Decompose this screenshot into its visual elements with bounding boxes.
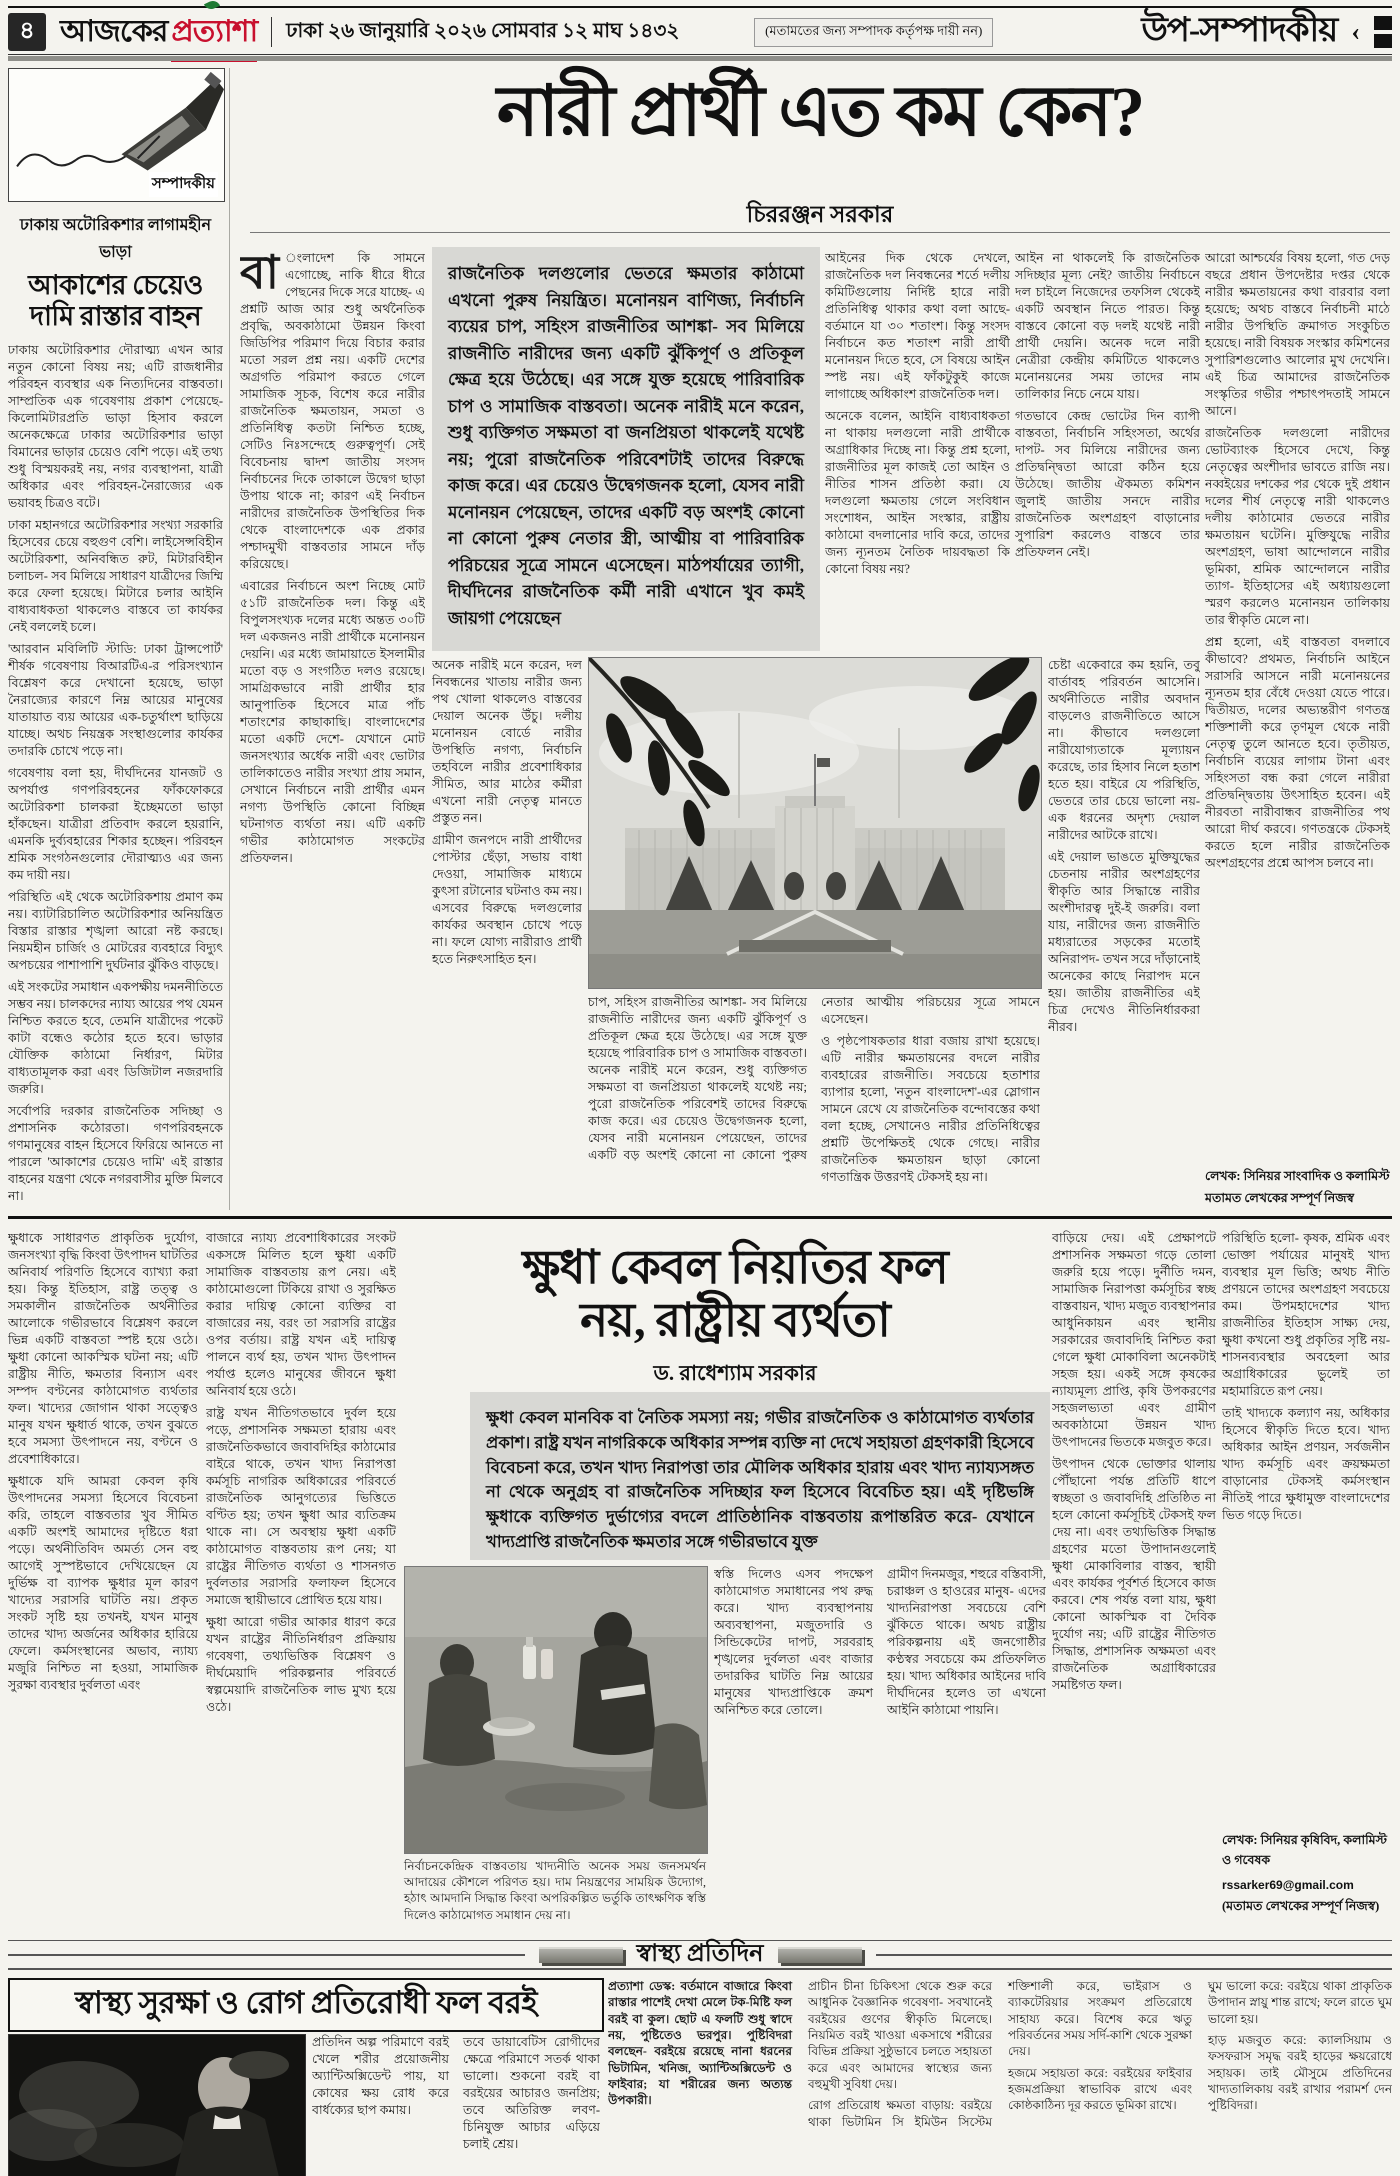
streetfood-photo [404,1566,708,1854]
bar-decor-left-icon [539,1947,623,1963]
editorial-column [8,68,230,1210]
health-section-label: স্বাস্থ্য প্রতিদিন [636,1940,764,1967]
dateline: ঢাকা ২৬ জানুয়ারি ২০২৬ সোমবার ১২ মাঘ ১৪৩২ [286,19,680,42]
masthead-rule-thin [8,54,1392,55]
health-paras: প্রাচীন চীনা চিকিৎসা থেকে শুরু করে আধুনিক বৈজ্ঞানিক গবেষণা- সবখানেই বরইয়ের গুণের স্বীকৃতি মিলেছে। নিয়মিত বরই খাওয়া একসাথে শরীরের বিভিন্ন প্রক্রিয়া সুষ্ঠুভাবে চলতে সহায়তা করে এবং আমাদের স্বাস্থ্যের জন্য বহুমুখী সুবিধা দেয়। রোগ প্রতিরোধ ক্ষমতা বাড়ায়: বরইয়ে থাকা ভিটামিন সি ইমিউন সিস্টেম শক্তিশালী করে, ভাইরাস ও ব্যাকটেরিয়ার সংক্রমণ প্রতিরোধে সাহায্য করে। বিশেষ করে ঋতু পরিবর্তনের সময় সর্দি-কাশি থেকে সুরক্ষা দেয়। হজমে সহায়তা করে: বরইয়ের ফাইবার হজমপ্রক্রিয়া স্বাভাবিক রাখে এবং কোষ্ঠকাঠিন্য দূর করতে ভূমিকা রাখে। ঘুম ভালো করে: বরইয়ে থাকা প্রাকৃতিক উপাদান স্নায়ু শান্ত রাখে; ফলে রাতে ঘুম ভালো হয়। হাড় মজবুত করে: ক্যালসিয়াম ও ফসফরাস সমৃদ্ধ বরই হাড়ের ক্ষয়রোধে সহায়ক। তাই মৌসুমে প্রতিদিনের খাদ্যতালিকায় বরই রাখার পরামর্শ দেন পুষ্টিবিদরা। [808,1979,1392,2129]
article1-pullquote: রাজনৈতিক দলগুলোর ভেতরে ক্ষমতার কাঠামো এখনো পুরুষ নিয়ন্ত্রিত। মনোনয়ন বাণিজ্য, নির্বাচনি ব্যয়ের চাপ, সহিংস রাজনীতির আশঙ্কা- সব মিলিয়ে রাজনীতি নারীদের জন্য একটি ঝুঁকিপূর্ণ ও প্রতিকূল ক্ষেত্র হয়ে উঠেছে। এর সঙ্গে যুক্ত হয়েছে পারিবারিক চাপ ও সামাজিক বাস্তবতা। অনেক নারীই মনে করেন, শুধু ব্যক্তিগত সক্ষমতা বা জনপ্রিয়তা থাকলেই যথেষ্ট নয়; পুরো রাজনৈতিক পরিবেশটাই তাদের বিরুদ্ধে কাজ করে। এর চেয়েও উদ্বেগজনক হলো, যেসব নারী মনোনয়ন পেয়েছেন, তাদের একটি বড় অংশই কোনো না কোনো পুরুষ নেতার স্ত্রী, আত্মীয় বা পারিবারিক পরিচয়ের সূত্রে সামনে এসেছেন। মাঠপর্যায়ের ত্যাগী, দীর্ঘদিনের রাজনৈতিক কর্মী নারী এখানে খুব কমই জায়গা পেয়েছেন [432,247,820,651]
streetfood-caption: নির্বাচনকেন্দ্রিক বাস্তবতায় খাদ্যনীতি অনেক সময় জনসমর্থন আদায়ের কৌশলে পরিণত হয়। দাম নিয়ন্ত্রণের সাময়িক উদ্যোগ, হঠাৎ আমদানি সিদ্ধান্ত কিংবা অপরিকল্পিত ভর্তুকি তাৎক্ষণিক স্বস্তি দিলেও কাঠামোগত সমাধান দেয় না। [404,1859,706,1922]
masthead-divider [271,17,272,47]
article2-right1: বাড়িয়ে দেয়। এই প্রেক্ষাপটে প্রশাসনিক সক্ষমতা গড়ে তোলা জরুরি হয়ে পড়ে। দুর্নীতি দমন, সামাজিক নিরাপত্তা কর্মসূচির স্বচ্ছ বাস্তবায়ন, খাদ্য মজুত ব্যবস্থাপনার আধুনিকায়ন এবং স্থানীয় সরকারের জবাবদিহি নিশ্চিত করা গেলে ক্ষুধা মোকাবিলা অনেকটাই সহজ হয়। একই সঙ্গে কৃষকের ন্যায্যমূল্য প্রাপ্তি, কৃষি উপকরণের সহজলভ্যতা এবং গ্রামীণ অবকাঠামো উন্নয়ন খাদ্য উৎপাদনের ভিতকে মজবুত করে। উৎপাদন থেকে ভোক্তার থালায় পৌঁছানো পর্যন্ত প্রতিটি ধাপে স্বচ্ছতা ও জবাবদিহি প্রতিষ্ঠিত না হলে কোনো কর্মসূচিই টেকসই ফল দেয় না। এবং তথ্যভিত্তিক সিদ্ধান্ত গ্রহণের মতো উপাদানগুলোই ক্ষুধা মোকাবিলার বাস্তব, স্থায়ী এবং কার্যকর পূর্বশর্ত হিসেবে কাজ করবে। শেষ পর্যন্ত বলা যায়, ক্ষুধা কোনো আকস্মিক বা দৈবিক দুর্যোগ নয়; এটি রাষ্ট্রের নীতিগত সিদ্ধান্ত, প্রশাসনিক অক্ষমতা এবং রাজনৈতিক অগ্রাধিকারের সমষ্টিগত ফল। [1052,1231,1216,1692]
bar-line-left [8,1954,525,1956]
article1-below-photo: চাপ, সহিংস রাজনীতির আশঙ্কা- সব মিলিয়ে রাজনীতি নারীদের জন্য একটি ঝুঁকিপূর্ণ ও প্রতিকূল ক্ষেত্র হয়ে উঠেছে। এর সঙ্গে যুক্ত হয়েছে পারিবারিক চাপ ও সামাজিক বাস্তবতা। অনেক নারীই মনে করেন, শুধু ব্যক্তিগত সক্ষমতা বা জনপ্রিয়তা থাকলেই যথেষ্ট নয়; পুরো রাজনৈতিক পরিবেশই তাদের বিরুদ্ধে কাজ করে। এর চেয়েও উদ্বেগজনক হলো, যেসব নারী মনোনয়ন পেয়েছেন, তাদের একটি বড় অংশই কোনো না কোনো পুরুষ নেতার আত্মীয় পরিচয়ের সূত্রে সামনে এসেছেন। ও পৃষ্ঠপোষকতার ধারা বজায় রাখা হয়েছে। এটি নারীর ক্ষমতায়নের বদলে নারীর ব্যবহারের রাজনীতি। সবচেয়ে হতাশার ব্যাপার হলো, 'নতুন বাংলাদেশ'-এর স্লোগান সামনে রেখে যে রাজনৈতিক বন্দোবস্তের কথা বলা হচ্ছে, সেখানেও নারীর প্রতিনিধিত্বের প্রশ্নটি উপেক্ষিতই থেকে গেছে। নারীর রাজনৈতিক ক্ষমতায়ন ছাড়া কোনো গণতান্ত্রিক উত্তরণই টেকসই হয় না। [588,995,1040,1184]
article1-author: লেখক: সিনিয়র সাংবাদিক ও কলামিস্ট [1205,1169,1390,1183]
article1-colF: চেষ্টা একেবারে কম হয়নি, তবু বার্তাবহ পরিবর্তন আসেনি। অর্থনীতিতে নারীর অবদান বাড়লেও রাজনীতিতে আসে না। কীভাবে দলগুলো নারীযোগ্যতাকে মূল্যায়ন করেছে, তার হিসাব নিলে হতাশ হতে হয়। বাইরে যে পরিস্থিতি, ভেতরে তার চেয়ে ভালো নয়- এক ধরনের অদৃশ্য দেয়াল নারীদের আটকে রাখে। এই দেয়াল ভাঙতে মুক্তিযুদ্ধের চেতনায় নারীর অংশগ্রহণের স্বীকৃতি আর সিদ্ধান্তে নারীর অংশীদারত্ব দুই-ই জরুরি। বলা যায়, নারীদের জন্য রাজনীতি মধ্যরাতের সড়কের মতোই অনিরাপদ- তখন সরে দাঁড়ানোই অনেকের কাছে নিরাপদ মনে হয়। জাতীয় রাজনীতির এই চিত্র দেখেও নীতিনির্ধারকরা নীরব। [1048,658,1200,1034]
masthead-rule-thick [8,56,1392,61]
article2-mid: স্বস্তি দিলেও এসব পদক্ষেপ কাঠামোগত সমাধানের পথ রুদ্ধ করে। খাদ্য ব্যবস্থাপনায় অব্যবস্থাপনা, মজুতদারি ও সিন্ডিকেটের দাপট, সরবরাহ শৃঙ্খলের দুর্বলতা এবং বাজার তদারকির ঘাটতি নিম্ন আয়ের মানুষের খাদ্যপ্রাপ্তিকে ক্রমশ অনিশ্চিত করে তোলে। গ্রামীণ দিনমজুর, শহুরে বস্তিবাসী, চরাঞ্চল ও হাওরের মানুষ- এদের খাদ্যনিরাপত্তা সবচেয়ে বেশি ঝুঁকিতে থাকে। অথচ রাষ্ট্রীয় পরিকল্পনায় এই জনগোষ্ঠীর কণ্ঠস্বর সবচেয়ে কম প্রতিফলিত হয়। খাদ্য অধিকার আইনের দাবি দীর্ঘদিনের হলেও তা এখনো আইনি কাঠামো পায়নি। [714,1567,1046,1717]
health-section-bar [8,1940,1392,1970]
health-feature-headline: স্বাস্থ্য সুরক্ষা ও রোগ প্রতিরোধী ফল বরই [75,1985,537,2020]
disclaimer: (মতামতের জন্য সম্পাদক কর্তৃপক্ষ দায়ী নন) [754,18,993,47]
health-columns [608,1978,1392,2176]
editorial-headline: আকাশের চেয়েও দামি রাস্তার বাহন [28,270,203,332]
section-title: উপ-সম্পাদকীয় [1141,11,1338,49]
article2-right2-wrap [1222,1230,1390,1932]
bar-decor-right-icon [778,1947,862,1963]
bar-line-right [876,1954,1393,1956]
editorial-pen-photo [8,68,225,202]
masthead [8,12,1392,52]
article1-headline: নারী প্রার্থী এত কম কেন? [496,74,1144,151]
article1-colA: আইনের দিক থেকে দেখলে, রাজনৈতিক দল নিবন্ধনের শর্তে দলীয় কমিটিগুলোয় নির্দিষ্ট হারে নারী প্রতিনিধিত্ব থাকার কথা বলা আছে- বর্তমানে যা ৩০ শতাংশ। কিন্তু সংসদ নির্বাচনে কত শতাংশ নারী প্রার্থী মনোনয়ন দিতে হবে, সে বিষয়ে আইন স্পষ্ট নয়। এই ফাঁকটুকুই কাজে লাগাচ্ছে অধিকাংশ রাজনৈতিক দল। অনেকে বলেন, আইনি বাধ্যবাধকতা না থাকায় দলগুলো নারী প্রার্থীকে অগ্রাধিকার দিচ্ছে না। কিন্তু প্রশ্ন হলো, রাজনীতির মূল কাজই তো আইন ও নীতির শাসন প্রতিষ্ঠা করা। যে দলগুলো ক্ষমতায় গেলে সংবিধান সংশোধন, আইন সংস্কার, রাষ্ট্রীয় কাঠামো বদলানোর দাবি করে, তাদের জন্য ন্যূনতম নৈতিক দায়বদ্ধতা কি কোনো বিষয় নয়? [825,251,1010,576]
article1-byline: চিররঞ্জন সরকার [746,202,894,227]
streetfood-photo-art [405,1567,707,1853]
article2-headline-line2: নয়, রাষ্ট্রীয় ব্যর্থতা [580,1294,890,1347]
article1-col1 [240,250,425,1212]
editorial-kicker: ঢাকায় অটোরিকশার লাগামহীন ভাড়া [19,217,212,261]
health-feature-photo-art [9,2035,305,2176]
logo-text-black: আজকের [60,14,168,48]
article1-colB: আইন না থাকলেই কি রাজনৈতিক সদিচ্ছার মূল্য নেই? জাতীয় নির্বাচনে দল চাইলে নিজেদের তফসিল থেকেই একটি অবস্থান নিতে পারত। কিন্তু বাস্তবে কোনো বড় দলই যথেষ্ট নারী প্রার্থী দেয়নি। অনেক দলে নারী নেত্রীরা কেন্দ্রীয় কমিটিতে থাকলেও মনোনয়নের সময় তাদের নাম তালিকার নিচে নেমে যায়। গতভাবে কেন্দ্র ভোটের দিন ব্যাপী বাস্তবতা, নির্বাচনি সহিংসতা, অর্থের দাপট- সব মিলিয়ে নারীদের জন্য প্রতিদ্বন্দ্বিতা আরো কঠিন হয়ে উঠেছে। জাতীয় ঐকমত্য কমিশন জুলাই জাতীয় সনদে নারীর রাজনৈতিক অংশগ্রহণ বাড়ানোর সুপারিশ করলেও বাস্তবে তার প্রতিফলন নেই। [1015,251,1200,559]
article2-author: লেখক: সিনিয়র কৃষিবিদ, কলামিস্ট ও গবেষক [1222,1833,1387,1867]
article1-colD: অনেক নারীই মনে করেন, দল নিবন্ধনের খাতায় নারীর জন্য পথ খোলা থাকলেও বাস্তবের দেয়াল অনেক উঁচু। দলীয় মনোনয়ন বোর্ডে নারীর উপস্থিতি নগণ্য, নির্বাচনি তহবিলে নারীর প্রবেশাধিকার সীমিত, আর মাঠের কর্মীরা এখনো নারী নেতৃত্ব মানতে প্রস্তুত নন। গ্রামীণ জনপদে নারী প্রার্থীদের পোস্টার ছেঁড়া, সভায় বাধা দেওয়া, সামাজিক মাধ্যমে কুৎসা রটানোর ঘটনাও কম নয়। এসবের বিরুদ্ধে দলগুলোর কার্যকর অবস্থান চোখে পড়ে না। ফলে যোগ্য নারীরাও প্রার্থী হতে নিরুৎসাহিত হন। [432,658,582,966]
article1-colC: আরো আশ্চর্যের বিষয় হলো, গত দেড় বছরে প্রধান উপদেষ্টার দপ্তর থেকে নারীর ক্ষমতায়নের কথা বারবার বলা হয়েছে; অথচ বাস্তবে নির্বাচনী মাঠে নারীর উপস্থিতি ক্রমাগত সংকুচিত হয়েছে। নারী বিষয়ক সংস্কার কমিশনের সুপারিশগুলোও আলোর মুখ দেখেনি। এই চিত্র আমাদের রাজনৈতিক সংস্কৃতির গভীর পশ্চাৎপদতাই সামনে আনে। রাজনৈতিক দলগুলো নারীদের ভোটব্যাংক হিসেবে দেখে, কিন্তু নেতৃত্বের অংশীদার ভাবতে রাজি নয়। নব্বইয়ের দশকের পর থেকে দুই প্রধান দলের শীর্ষ নেতৃত্বে নারী থাকলেও দলীয় কাঠামোর ভেতরে নারীর ক্ষমতায়ন ঘটেনি। মুক্তিযুদ্ধে নারীর অংশগ্রহণ, ভাষা আন্দোলনে নারীর ভূমিকা, শ্রমিক আন্দোলনে নারীর ত্যাগ- ইতিহাসের এই অধ্যায়গুলো স্মরণ করলেও মনোনয়ন তালিকায় তার স্বীকৃতি মেলে না। প্রশ্ন হলো, এই বাস্তবতা বদলাবে কীভাবে? প্রথমত, নির্বাচনি আইনে সরাসরি আসনে নারী মনোনয়নের ন্যূনতম হার বেঁধে দেওয়া যেতে পারে। দ্বিতীয়ত, দলের অভ্যন্তরীণ গণতন্ত্র শক্তিশালী করে তৃণমূল থেকে নারী নেতৃত্ব তুলে আনতে হবে। তৃতীয়ত, নির্বাচনি ব্যয়ের লাগাম টানা এবং সহিংসতা বন্ধ করা গেলে নারীরা প্রতিদ্বন্দ্বিতায় উৎসাহিত হবেন। এই নীরবতা নারীবান্ধব রাজনীতির পথ আরো দীর্ঘ করবে। গণতন্ত্রকে টেকসই করতে হলে নারীর রাজনৈতিক অংশগ্রহণের প্রশ্নে আপস চলবে না। [1205,251,1390,870]
section-blocks-icon [1374,16,1392,48]
article2-headline-line1: ক্ষুধা কেবল নিয়তির ফল [522,1242,948,1294]
article1-dropcap: বা [240,250,279,298]
health-lead-label: প্রত্যাশা ডেস্ক: বর্তমানে বাজারে কিংবা রাস্তার পাশেই দেখা মেলে টক-মিষ্টি ফল বরই বা কুল। ছোট এ ফলটি শুধু স্বাদে নয়, পুষ্টিতেও ভরপুর। পুষ্টিবিদরা বলছেন- বরইয়ে রয়েছে নানা ধরনের ভিটামিন, খনিজ, অ্যান্টিঅক্সিডেন্ট ও ফাইবার; যা শরীরের জন্য অত্যন্ত উপকারী। [608,1979,792,2108]
article1-colC-wrap [1205,250,1390,1212]
article2-opinion-note: (মতামত লেখকের সম্পূর্ণ নিজস্ব) [1222,1899,1380,1913]
article2-email: rssarker69@gmail.com [1222,1878,1354,1892]
parliament-photo-art [589,658,1041,988]
article1-opinion-note: মতামত লেখকের সম্পূর্ণ নিজস্ব [1205,1191,1355,1205]
leaf-icon [204,0,220,11]
health-feature-photo [8,2034,306,2176]
page-number: ৪ [8,13,46,51]
article2-col2: বাজারে ন্যায্য প্রবেশাধিকারের সংকট একসঙ্গে মিলিত হলে ক্ষুধা একটি সামাজিক বাস্তবতায় রূপ নেয়। এই কাঠামোগুলো টিকিয়ে রাখা ও সুরক্ষিত করার দায়িত্ব কোনো ব্যক্তির বা বাজারের নয়, বরং তা সরাসরি রাষ্ট্রের ওপর বর্তায়। রাষ্ট্র যখন এই দায়িত্ব পালনে ব্যর্থ হয়, তখন খাদ্য উৎপাদন পর্যাপ্ত হলেও মানুষের জীবনে ক্ষুধা অনিবার্য হয়ে ওঠে। রাষ্ট্র যখন নীতিগতভাবে দুর্বল হয়ে পড়ে, প্রশাসনিক সক্ষমতা হারায় এবং রাজনৈতিকভাবে জবাবদিহির কাঠামোর বাইরে থাকে, তখন খাদ্য নিরাপত্তা কর্মসূচি নাগরিক অধিকারের পরিবর্তে রাজনৈতিক আনুগত্যের ভিত্তিতে বণ্টিত হয়; তখন ক্ষুধা আর ব্যতিক্রম থাকে না। সে অবস্থায় ক্ষুধা একটি কাঠামোগত বাস্তবতায় রূপ নেয়; যা রাষ্ট্রের নীতিগত ব্যর্থতা ও শাসনগত দুর্বলতার সরাসরি ফলাফল হিসেবে সমাজে স্থায়ীভাবে প্রোথিত হয়ে যায়। ক্ষুধা আরো গভীর আকার ধারণ করে যখন রাষ্ট্রের নীতিনির্ধারণ প্রক্রিয়ায় গবেষণা, তথ্যভিত্তিক বিশ্লেষণ ও দীর্ঘমেয়াদি পরিকল্পনার পরিবর্তে স্বল্পমেয়াদি রাজনৈতিক লাভ মুখ্য হয়ে ওঠে। [206,1231,396,1714]
article2-head-block [420,1242,1050,1392]
article-divider [8,1216,1392,1219]
editorial-body: ঢাকায় অটোরিকশার দৌরাত্ম্য এখন আর নতুন কোনো বিষয় নয়; এটি রাজধানীর পরিবহন ব্যবস্থার এক নিত্যদিনের বাস্তবতা। সাম্প্রতিক এক গবেষণায় প্রকাশ পেয়েছে- কিলোমিটারপ্রতি ভাড়া হিসাব করলে অনেকক্ষেত্রে ঢাকার অটোরিকশার ভাড়া বিমানের ভাড়ার চেয়েও বেশি পড়ে। এই তথ্য শুধু বিস্ময়করই নয়, নগর ব্যবস্থাপনা, যাত্রী অধিকার এবং পরিবহন-নৈরাজ্যের এক ভয়াবহ চিত্রও বটে। ঢাকা মহানগরে অটোরিকশার সংখ্যা সরকারি হিসেবের চেয়ে বহুগুণ বেশি। লাইসেন্সবিহীন অটোরিকশা, অনিবন্ধিত রুট, মিটারবিহীন চলাচল- সব মিলিয়ে সাধারণ যাত্রীদের জিম্মি করে ফেলা হয়েছে। মিটারে চলার আইনি বাধ্যবাধকতা থাকলেও বাস্তবে তা কার্যকর নেই বললেই চলে। 'আরবান মবিলিটি স্টাডি: ঢাকা ট্রান্সপোর্ট' শীর্ষক গবেষণায় বিআরটিএ-র পরিসংখ্যান বিশ্লেষণ করে দেখানো হয়েছে, ভাড়া নৈরাজ্যের কারণে নিম্ন আয়ের মানুষের যাতায়াত ব্যয় আয়ের এক-চতুর্থাংশ ছাড়িয়ে যাচ্ছে। অথচ নিয়ন্ত্রক সংস্থাগুলোর কার্যকর তদারকি চোখে পড়ে না। গবেষণায় বলা হয়, দীর্ঘদিনের যানজট ও অপর্যাপ্ত গণপরিবহনের ফাঁকফোকরে অটোরিকশা চালকরা ইচ্ছেমতো ভাড়া হাঁকছেন। যাত্রীরা প্রতিবাদ করলে হয়রানি, এমনকি দুর্ব্যবহারের শিকার হচ্ছেন। পরিবহন শ্রমিক সংগঠনগুলোর দৌরাত্ম্যও এর জন্য কম দায়ী নয়। পরিস্থিতি এই থেকে অটোরিকশায় প্রমাণ কম নয়। ব্যাটারিচালিত অটোরিকশার অনিয়ন্ত্রিত বিস্তার রাস্তার শৃঙ্খলা আরো নষ্ট করছে। নিয়মহীন চার্জিং ও মোটরের ব্যবহারে বিদ্যুৎ অপচয়ের পাশাপাশি দুর্ঘটনার ঝুঁকিও বাড়ছে। এই সংকটের সমাধান একপক্ষীয় দমননীতিতে সম্ভব নয়। চালকদের ন্যায্য আয়ের পথ যেমন নিশ্চিত করতে হবে, তেমনি যাত্রীদের পকেট কাটা বন্ধেও কঠোর হতে হবে। ভাড়ার যৌক্তিক কাঠামো নির্ধারণ, মিটার বাধ্যতামূলক করা এবং ডিজিটাল নজরদারি জরুরি। সর্বোপরি দরকার রাজনৈতিক সদিচ্ছা ও প্রশাসনিক কঠোরতা। গণপরিবহনকে গণমানুষের বাহন হিসেবে ফিরিয়ে আনতে না পারলে 'আকাশের চেয়েও দামি' এই রাস্তার বাহনের যন্ত্রণা থেকে নগরবাসীর মুক্তি মিলবে না। [8,343,223,1204]
article2-intro-quote: ক্ষুধা কেবল মানবিক বা নৈতিক সমস্যা নয়; গভীর রাজনৈতিক ও কাঠামোগত ব্যর্থতার প্রকাশ। রাষ্ট্র যখন নাগরিককে অধিকার সম্পন্ন ব্যক্তি না দেখে সহায়তা গ্রহণকারী হিসেবে বিবেচনা করে, তখন খাদ্য নিরাপত্তা তার মৌলিক অধিকার হারায় এবং খাদ্য ন্যায্যসঙ্গত না থেকে অনুগ্রহ বা রাজনৈতিক সদিচ্ছার ফল হিসেবে বিবেচিত হয়। এই দৃষ্টিভঙ্গি ক্ষুধাকে ব্যক্তিগত দুর্ভাগ্যের বদলে প্রাতিষ্ঠানিক বাস্তবতায় রূপান্তরিত করে- যেখানে খাদ্যপ্রাপ্তি রাজনৈতিক ক্ষমতার সঙ্গে গভীরভাবে যুক্ত [470,1392,1050,1560]
health-body [608,1978,1392,2176]
article2-col1: ক্ষুধাকে সাধারণত প্রাকৃতিক দুর্যোগ, জনসংখ্যা বৃদ্ধি কিংবা উৎপাদন ঘাটতির অনিবার্য পরিণতি হিসেবে ব্যাখ্যা করা হয়। কিন্তু ইতিহাস, রাষ্ট্র তত্ত্ব ও সমকালীন রাজনৈতিক অর্থনীতির আলোকে গভীরভাবে বিশ্লেষণ করলে ভিন্ন একটি বাস্তবতা স্পষ্ট হয়ে ওঠে। ক্ষুধা কোনো আকস্মিক ঘটনা নয়; এটি রাষ্ট্রীয় নীতি, ক্ষমতার বিন্যাস এবং সম্পদ বণ্টনের কাঠামোগত ব্যর্থতার ফল। খাদ্যের জোগান থাকা সত্ত্বেও মানুষ যখন ক্ষুধার্ত থাকে, তখন বুঝতে হবে সমস্যা উৎপাদনে নয়, বণ্টনে ও প্রবেশাধিকারে। ক্ষুধাকে যদি আমরা কেবল কৃষি উৎপাদনের সমস্যা হিসেবে বিবেচনা করি, তাহলে বাস্তবতার খুব সীমিত একটি অংশই আমাদের দৃষ্টিতে ধরা পড়ে। অর্থনীতিবিদ অমর্ত্য সেন বহু আগেই সুস্পষ্টভাবে দেখিয়েছেন যে দুর্ভিক্ষ বা ব্যাপক ক্ষুধার মূল কারণ খাদ্যের সরাসরি ঘাটতি নয়। প্রকৃত সংকট সৃষ্টি হয় তখনই, যখন মানুষ তাদের খাদ্য অর্জনের অধিকার হারিয়ে ফেলে। কর্মসংস্থানের অভাব, ন্যায্য মজুরি নিশ্চিত না হওয়া, সামাজিক সুরক্ষা ব্যবস্থার দুর্বলতা এবং [8,1231,198,1692]
newspaper-logo [60,7,257,58]
health-feature-headbox [8,1978,604,2032]
angle-icon: ‹ [1351,17,1360,46]
article1-byline-rule [250,232,1390,233]
article2-byline: ড. রাধেশ্যাম সরকার [653,1361,817,1386]
logo-text-red: প্রত্যাশা [171,7,257,58]
editorial-label: সম্পাদকীয় [149,172,218,197]
article1-col1-text: ংলাদেশ কি সামনে এগোচ্ছে, নাকি ধীরে ধীরে পেছনের দিকে সরে যাচ্ছে- এ প্রশ্নটি আজ আর শুধু অর্থনৈতিক প্রবৃদ্ধি, অবকাঠামো উন্নয়ন কিংবা জিডিপির পরিমাণ দিয়ে বিচার করার মতো সরল প্রশ্ন নয়। একটি দেশের অগ্রগতি পরিমাপ করতে গেলে সামাজিক সূচক, বিশেষ করে নারীর রাজনৈতিক ক্ষমতায়ন, সমতা ও প্রতিনিধিত্ব কতটা নিশ্চিত হচ্ছে, সেটিও নিঃসন্দেহে গুরুত্বপূর্ণ। সেই বিবেচনায় দ্বাদশ জাতীয় সংসদ নির্বাচনের দিকে তাকালে উদ্বেগ ছাড়া উপায় থাকে না; কারণ এই নির্বাচন নারীদের রাজনৈতিক উপস্থিতির দিক থেকে বাংলাদেশকে এক প্রকার পশ্চাদমুখী বাস্তবতার সামনে দাঁড় করিয়েছে। এবারের নির্বাচনে অংশ নিচ্ছে মোট ৫১টি রাজনৈতিক দল। কিন্তু এই বিপুলসংখ্যক দলের মধ্যে অন্তত ৩০টি দল একজনও নারী প্রার্থীকে মনোনয়ন দেয়নি। এর মধ্যে জামায়াতে ইসলামীর মতো বড় ও সংগঠিত দলও রয়েছে। সামগ্রিকভাবে নারী প্রার্থীর হার আনুপাতিক হিসেবে মাত্র পাঁচ শতাংশের কাছাকাছি। বাংলাদেশের মতো একটি দেশে- যেখানে মোট জনসংখ্যার অর্ধেক নারী এবং ভোটার তালিকাতেও নারীর সংখ্যা প্রায় সমান, সেখানে নির্বাচনে নারী প্রার্থীর এমন নগণ্য উপস্থিতি কোনো বিচ্ছিন্ন ঘটনাগত ব্যর্থতা নয়। এটি একটি গভীর কাঠামোগত সংকটের প্রতিফলন। [240,251,425,865]
parliament-photo [588,657,1042,989]
article2-right2: পরিস্থিতি হলো- কৃষক, শ্রমিক এবং ভোক্তা পর্যায়ের মানুষই খাদ্য ব্যবস্থার মূল ভিত্তি; অথচ নীতি প্রণয়নে তাদের অংশগ্রহণ সবচেয়ে কম। উপমহাদেশের খাদ্য রাজনীতির ইতিহাস সাক্ষ্য দেয়, ক্ষুধা কখনো শুধু প্রকৃতির সৃষ্টি নয়- শাসনব্যবস্থার অবহেলা আর অগ্রাধিকারের ভুলেই তা মহামারিতে রূপ নেয়। তাই খাদ্যকে কল্যাণ নয়, অধিকার হিসেবে স্বীকৃতি দিতে হবে। খাদ্য অধিকার আইন প্রণয়ন, সর্বজনীন খাদ্য কর্মসূচি এবং ক্রয়ক্ষমতা বাড়ানোর টেকসই কর্মসংস্থান নীতিই পারে ক্ষুধামুক্ত বাংলাদেশের ভিত গড়ে দিতে। [1222,1231,1390,1522]
health-left-text: প্রতিদিন অল্প পরিমাণে বরই খেলে শরীর প্রয়োজনীয় অ্যান্টিঅক্সিডেন্ট পায়, যা কোষের ক্ষয় রোধ করে বার্ধক্যের ছাপ কমায়। তবে ডায়াবেটিস রোগীদের ক্ষেত্রে পরিমাণে সতর্ক থাকা ভালো। শুকনো বরই বা বরইয়ের আচারও জনপ্রিয়; তবে অতিরিক্ত লবণ-চিনিযুক্ত আচার এড়িয়ে চলাই শ্রেয়। [312,2035,600,2151]
